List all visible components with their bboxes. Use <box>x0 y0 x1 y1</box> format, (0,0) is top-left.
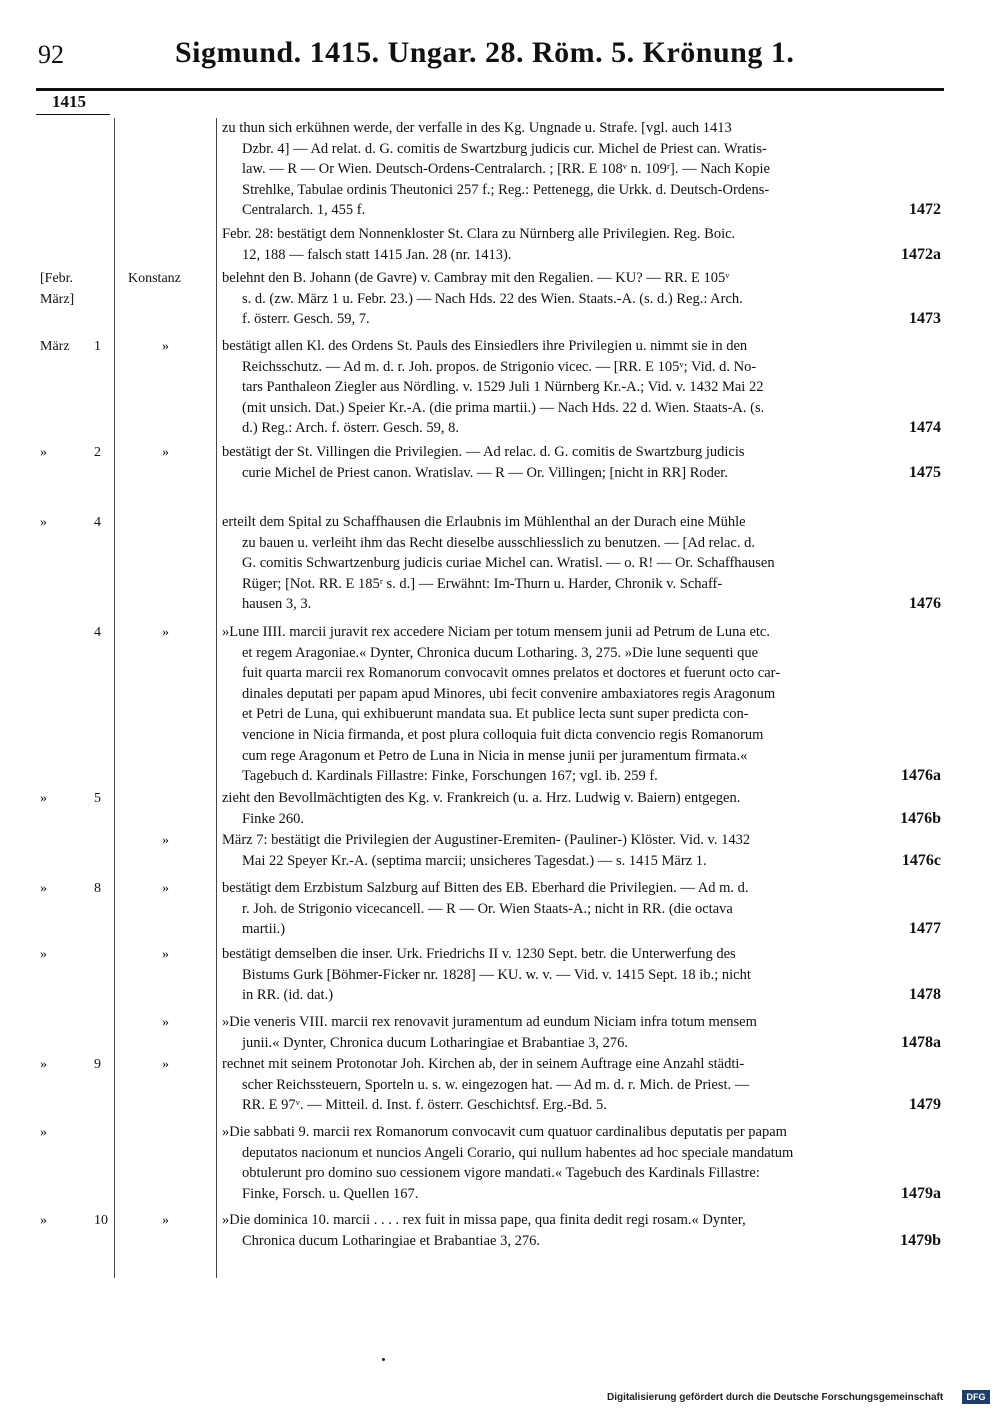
entry-line: »Die veneris VIII. marcii rex renovavit juramentum ad eundum Niciam infra totum mensem <box>222 1014 757 1030</box>
entry-body <box>222 1054 941 1116</box>
regest-number: 1479b <box>900 1231 941 1249</box>
entry-line: 12, 188 — falsch statt 1415 Jan. 28 (nr. 1413). 1472a <box>222 245 941 266</box>
entry-line: martii.) 1477 <box>222 919 941 940</box>
page-title: Sigmund. 1415. Ungar. 28. Röm. 5. Krönung 1. <box>175 36 795 69</box>
entry-line: Bistums Gurk [Böhmer-Ficker nr. 1828] — KU. w. v. — Vid. v. 1415 Sept. 18 ib.; nicht <box>242 966 751 983</box>
entry-line: vencione in Nicia firmanda, et post plura colloquia fuit dicta convencio regis Romanorum <box>242 726 764 743</box>
year-rule <box>36 114 110 115</box>
regest-number: 1476b <box>900 809 941 827</box>
entry-place-text: » <box>162 445 169 460</box>
entry-body <box>222 878 941 940</box>
entry-line: obtulerunt pro domino suo cessionem vigore mandati.« Tagebuch des Kardinals Fillastre: <box>242 1165 760 1182</box>
entry-line: junii.« Dynter, Chronica ducum Lotharingiae et Brabantiae 3, 276. 1478a <box>222 1033 941 1054</box>
entry-line: Finke, Forsch. u. Quellen 167. 1479a <box>222 1184 941 1205</box>
entry-line: in RR. (id. dat.) 1478 <box>222 985 941 1006</box>
entry-day: 9 <box>94 1057 101 1072</box>
entry-day: 2 <box>94 445 101 460</box>
entry-line: »Die dominica 10. marcii . . . . rex fuit in missa pape, qua finita dedit regi rosam.« Dynter, <box>222 1212 746 1228</box>
entry-line: Tagebuch d. Kardinals Fillastre: Finke, Forschungen 167; vgl. ib. 259 f. 1476a <box>222 766 941 787</box>
entry-place-text: Konstanz <box>128 271 181 286</box>
entry-line: et regem Aragoniae.« Dynter, Chronica ducum Lotharing. 3, 275. »Die lune sequenti que <box>242 644 759 661</box>
entry-day: 5 <box>94 791 101 806</box>
entry-line: Chronica ducum Lotharingiae et Brabantiae 3, 276. 1479b <box>222 1231 941 1252</box>
entry-body <box>222 1012 941 1053</box>
entry-line: Reichsschutz. — Ad m. d. r. Joh. propos. de Strigonio vicec. — [RR. E 105ᵛ; Vid. d. No- <box>242 358 757 375</box>
entry-body <box>222 268 941 330</box>
entry-month: » <box>40 445 47 460</box>
entry-place-text: » <box>162 1213 169 1228</box>
regest-number: 1479a <box>901 1184 941 1202</box>
entry-line: bestätigt dem Erzbistum Salzburg auf Bitten des EB. Eberhard die Privilegien. — Ad m. d. <box>222 880 749 896</box>
entry-line: Dzbr. 4] — Ad relat. d. G. comitis de Swartzburg judicis cur. Michel de Priest can. Wratis- <box>242 140 767 157</box>
entry-body <box>222 512 941 615</box>
regest-number: 1477 <box>909 920 941 938</box>
entry-place-text: » <box>162 1015 169 1030</box>
entry-line: »Die sabbati 9. marcii rex Romanorum convocavit cum quatuor cardinalibus deputatis per papam <box>222 1124 787 1140</box>
entry-place <box>128 268 218 289</box>
entry-line: Finke 260. 1476b <box>222 809 941 830</box>
entry-month-2: März] <box>40 292 75 307</box>
entry-line: curie Michel de Priest canon. Wratislav. — R — Or. Villingen; [nicht in RR] Roder. 1475 <box>222 463 941 484</box>
regest-number: 1478a <box>901 1033 941 1051</box>
entry-month: » <box>40 1125 47 1140</box>
entry-line: f. österr. Gesch. 59, 7. 1473 <box>222 309 941 330</box>
entry-month: [Febr. <box>40 271 74 286</box>
entry-line: cum rege Aragonum et Petro de Luna in Nicia in mense junii per juramentum firmata.« <box>242 747 748 764</box>
entry-line: März 7: bestätigt die Privilegien der Augustiner-Eremiten- (Pauliner-) Klöster. Vid. v. 1432 <box>222 832 751 848</box>
entry-place-text: » <box>162 1057 169 1072</box>
entry-line: r. Joh. de Strigonio vicecancell. — R — Or. Wien Staats-A.; nicht in RR. (die octava <box>242 900 733 917</box>
entry-month: » <box>40 881 47 896</box>
entry-day: 10 <box>94 1213 108 1228</box>
entry-body <box>222 944 941 1006</box>
entry-month: » <box>40 515 47 530</box>
entry-body <box>222 1122 941 1204</box>
entry-line: hausen 3, 3. 1476 <box>222 594 941 615</box>
entry-day: 4 <box>94 515 101 530</box>
regest-number: 1476 <box>909 595 941 613</box>
entry-line: Febr. 28: bestätigt dem Nonnenkloster St. Clara zu Nürnberg alle Privilegien. Reg. Boic. <box>222 226 736 242</box>
entry-day: 1 <box>94 339 101 354</box>
entry-day: 4 <box>94 625 101 640</box>
entry-line: law. — R — Or Wien. Deutsch-Ordens-Centralarch. ; [RR. E 108ᵛ n. 109ʳ]. — Nach Kopie <box>242 161 770 178</box>
entry-line: fuit quarta marcii rex Romanorum convocavit omnes prelatos et doctores et fuerunt octo car- <box>242 665 781 682</box>
entry-line: Rüger; [Not. RR. E 185ʳ s. d.] — Erwähnt: Im-Thurn u. Harder, Chronik v. Schaff- <box>242 575 723 592</box>
entry-body <box>222 622 941 787</box>
entry-line: (mit unsich. Dat.) Speier Kr.-A. (die prima martii.) — Nach Hds. 22 d. Wien. Staats-A. (s. <box>242 399 765 416</box>
regest-number: 1475 <box>909 463 941 481</box>
entry-line: deputatos nacionum et nuncios Angeli Corario, qui nullum habentes ad hoc speciale mandatum <box>242 1144 794 1161</box>
entry-line: Strehlke, Tabulae ordinis Theutonici 257 f.; Reg.: Pettenegg, die Urkk. d. Deutsch-Ordens- <box>242 181 770 198</box>
entry-month: » <box>40 1057 47 1072</box>
entry-line: zu bauen u. verleiht ihm das Recht dieselbe ausschliesslich zu benutzen. — [Ad relac. d. <box>242 534 755 551</box>
entry-place-text: » <box>162 947 169 962</box>
page-number: 92 <box>38 40 64 69</box>
regest-number: 1474 <box>909 419 941 437</box>
entry-body <box>222 336 941 439</box>
entry-line: zieht den Bevollmächtigten des Kg. v. Frankreich (u. a. Hrz. Ludwig v. Baiern) entgegen. <box>222 790 741 806</box>
entry-place-text: » <box>162 881 169 896</box>
entry-line: et Petri de Luna, qui exhibuerunt mandata sua. Et publice lecta sunt super predicta con- <box>242 706 749 723</box>
entry-line: bestätigt demselben die inser. Urk. Friedrichs II v. 1230 Sept. betr. die Unterwerfung des <box>222 946 736 962</box>
entry-month: » <box>40 947 47 962</box>
column-divider-left <box>114 118 115 1278</box>
regest-number: 1473 <box>909 310 941 328</box>
stray-mark <box>382 1358 385 1361</box>
entry-place-text: » <box>162 833 169 848</box>
entry-month: März <box>40 339 70 354</box>
entry-body <box>222 830 941 871</box>
dfg-logo: DFG <box>962 1390 990 1404</box>
entry-line: erteilt dem Spital zu Schaffhausen die Erlaubnis im Mühlenthal an der Durach eine Mühle <box>222 514 746 530</box>
entry-body <box>222 788 941 829</box>
entry-line: d.) Reg.: Arch. f. österr. Gesch. 59, 8. 1474 <box>222 418 941 439</box>
year-label: 1415 <box>52 92 86 111</box>
column-divider-right <box>216 118 217 1278</box>
entry-body <box>222 224 941 265</box>
entry-month: » <box>40 1213 47 1228</box>
entry-month: » <box>40 791 47 806</box>
entry-line: bestätigt allen Kl. des Ordens St. Pauls des Einsiedlers ihre Privilegien u. nimmt sie in den <box>222 338 748 354</box>
entry-place-text: » <box>162 339 169 354</box>
regest-number: 1472a <box>901 245 941 263</box>
regest-number: 1476a <box>901 767 941 785</box>
entry-line: s. d. (zw. März 1 u. Febr. 23.) — Nach Hds. 22 des Wien. Staats.-A. (s. d.) Reg.: Arch. <box>242 290 743 307</box>
entry-body <box>222 1210 941 1251</box>
header-rule <box>36 88 944 91</box>
entry-place-text: » <box>162 625 169 640</box>
entry-day: 8 <box>94 881 101 896</box>
entry-body <box>222 442 941 483</box>
entry-line: dinales deputati per papam apud Minores, ubi fecit convenire ambaxiatores regis Aragonum <box>242 685 776 702</box>
entry-line: scher Reichssteuern, Sporteln u. s. w. eingezogen hat. — Ad m. d. r. Mich. de Priest. — <box>242 1076 750 1093</box>
entry-line: belehnt den B. Johann (de Gavre) v. Cambray mit den Regalien. — KU? — RR. E 105ᵛ <box>222 270 730 286</box>
entry-line: rechnet mit seinem Protonotar Joh. Kirchen ab, der in seinem Auftrage eine Anzahl städti- <box>222 1056 745 1072</box>
regest-number: 1478 <box>909 986 941 1004</box>
footer-credit: Digitalisierung gefördert durch die Deutsche Forschungsgemeinschaft <box>607 1392 944 1403</box>
regest-number: 1472 <box>909 201 941 219</box>
entry-body <box>222 118 941 221</box>
entry-line: zu thun sich erkühnen werde, der verfalle in des Kg. Ungnade u. Strafe. [vgl. auch 1413 <box>222 120 732 136</box>
entry-line: bestätigt der St. Villingen die Privilegien. — Ad relac. d. G. comitis de Swartzburg judicis <box>222 444 745 460</box>
regest-number: 1476c <box>901 851 941 869</box>
entry-line: Centralarch. 1, 455 f. 1472 <box>222 200 941 221</box>
entry-line: tars Panthaleon Ziegler aus Nördling. v. 1529 Juli 1 Nürnberg Kr.-A.; Vid. v. 1432 Mai 22 <box>242 379 764 396</box>
entry-line: Mai 22 Speyer Kr.-A. (septima marcii; unsicheres Tagesdat.) — s. 1415 März 1. 1476c <box>222 851 941 872</box>
entry-line: »Lune IIII. marcii juravit rex accedere Niciam per totum mensem junii ad Petrum de Luna etc. <box>222 624 770 640</box>
entry-line: G. comitis Schwartzenburg judicis curiae Michel can. Wratisl. — o. R! — Or. Schaffhausen <box>242 555 775 572</box>
entry-line: RR. E 97ᵛ. — Mitteil. d. Inst. f. österr. Geschichtsf. Erg.-Bd. 5. 1479 <box>222 1095 941 1116</box>
regest-number: 1479 <box>909 1096 941 1114</box>
